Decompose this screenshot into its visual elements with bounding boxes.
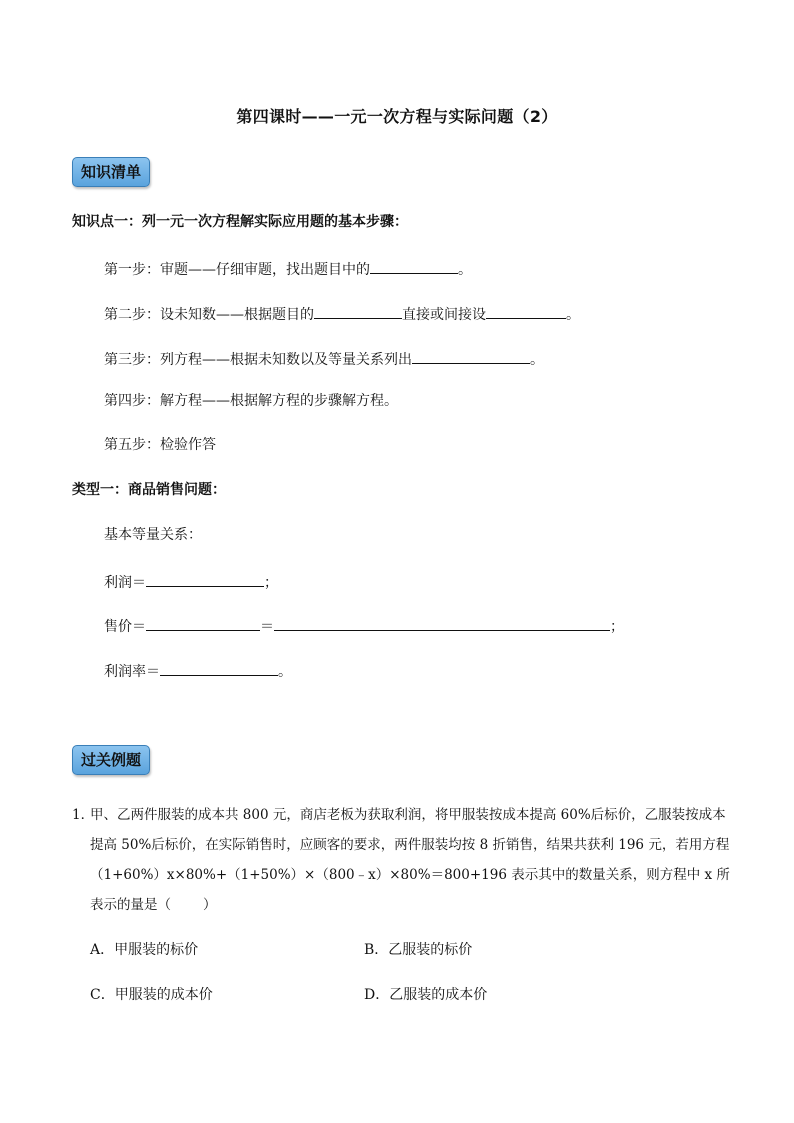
- knowledge-point-1-heading: 知识点一：列一元一次方程解实际应用题的基本步骤：: [72, 214, 408, 230]
- step-1-end: 。: [458, 262, 472, 278]
- price-equals: ＝: [260, 619, 274, 635]
- option-d[interactable]: D．乙服装的成本价: [364, 987, 488, 1003]
- question-1-stem: [72, 800, 732, 920]
- price-relation: [104, 614, 624, 637]
- step-2-end: 。: [566, 307, 580, 323]
- profit-rate-relation: [104, 659, 292, 682]
- question-1: [72, 800, 732, 920]
- price-label: 售价＝: [104, 619, 146, 635]
- question-1-paren-close: ）: [203, 897, 217, 913]
- step-3-text: 第三步：列方程——根据未知数以及等量关系列出: [104, 352, 412, 368]
- step-2-blank-1[interactable]: [314, 302, 402, 319]
- step-1-blank[interactable]: [370, 257, 458, 274]
- option-c[interactable]: C．甲服装的成本价: [90, 987, 213, 1003]
- question-1-text: 甲、乙两件服装的成本共 800 元，商店老板为获取利润，将甲服装按成本提高 60%后标价，乙服装按成本提高 50%后标价，在实际销售时，应顾客的要求，两件服装均按 8 折销售，结果共获利 196 元，若用方程（1+60%）x×80%+（1+50%）×（800﹣x）×80%＝800+196 表示其中的数量关系，则方程中 x 所表示的量是（: [90, 807, 730, 913]
- step-3: [104, 347, 544, 370]
- profit-blank[interactable]: [146, 570, 264, 587]
- basic-relations-intro: 基本等量关系：: [104, 527, 202, 543]
- profit-rate-end: 。: [278, 664, 292, 680]
- step-3-end: 。: [530, 352, 544, 368]
- section-badge-examples: 过关例题: [72, 745, 150, 775]
- step-1: [104, 257, 472, 280]
- step-2-text: 第二步：设未知数——根据题目的: [104, 307, 314, 323]
- step-2-blank-2[interactable]: [486, 302, 566, 319]
- step-5: 第五步：检验作答: [104, 437, 216, 453]
- step-2-middle: 直接或间接设: [402, 307, 486, 323]
- price-blank-1[interactable]: [146, 614, 260, 631]
- step-3-blank[interactable]: [412, 347, 530, 364]
- question-1-number: 1．: [72, 807, 95, 823]
- type-1-heading: 类型一：商品销售问题：: [72, 482, 226, 498]
- price-end: ；: [610, 619, 624, 635]
- option-b[interactable]: B．乙服装的标价: [364, 942, 473, 958]
- page-title: 第四课时——一元一次方程与实际问题（2）: [236, 107, 558, 126]
- section-badge-knowledge-list: 知识清单: [72, 157, 150, 187]
- step-1-text: 第一步：审题——仔细审题，找出题目中的: [104, 262, 370, 278]
- option-a[interactable]: A．甲服装的标价: [90, 942, 199, 958]
- profit-end: ；: [264, 575, 278, 591]
- profit-relation: [104, 570, 278, 593]
- step-4: 第四步：解方程——根据解方程的步骤解方程。: [104, 393, 398, 409]
- price-blank-2[interactable]: [274, 614, 610, 631]
- step-2: [104, 302, 580, 325]
- profit-rate-label: 利润率＝: [104, 664, 160, 680]
- profit-rate-blank[interactable]: [160, 659, 278, 676]
- profit-label: 利润＝: [104, 575, 146, 591]
